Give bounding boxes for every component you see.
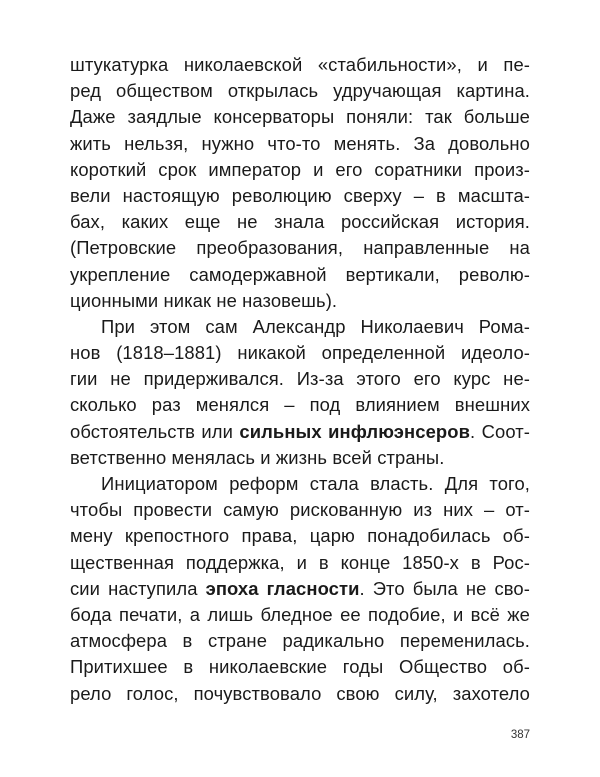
emphasis-term: эпоха гласности [205,577,360,599]
text-line: При этом сам Александр Николаевич Рома- [101,315,530,337]
text-segment: обстоятельств или [70,420,240,442]
text-line: ционными никак не назовешь). [70,289,338,311]
text-line-with-emphasis [70,576,530,602]
text-line: чтобы провести самую рискованную из них – от- [70,499,530,521]
text-line: бах, каких еще не знала российская история. [70,211,530,233]
text-line: рело голос, почувствовало свою силу, захотело [70,682,530,704]
text-line: Даже заядлые консерваторы поняли: так больше [70,106,530,128]
text-line: (Петровские преобразования, направленные на [70,237,530,259]
text-line: нов (1818–1881) никакой определенной идеоло- [70,342,530,364]
text-line: щественная поддержка, и в конце 1850-х в Рос- [70,551,530,573]
text-line: гии не придерживался. Из-за этого его курс не- [70,368,530,390]
emphasis-term: сильных инфлюэнсеров [239,420,470,442]
text-line: короткий срок император и его соратники произ- [70,158,530,180]
text-segment: сии наступила [70,577,206,599]
text-line: ред обществом открылась удручающая картина. [70,80,530,102]
text-line: бода печати, а лишь бледное ее подобие, и всё же [70,603,530,625]
text-line: укрепление самодержавной вертикали, револю- [70,263,530,285]
text-segment: . Это была не сво- [359,577,530,599]
text-line: штукатурка николаевской «стабильности», и пе- [70,54,530,75]
text-line: ветственно менялась и жизнь всей страны. [70,446,445,468]
text-line: Инициатором реформ стала власть. Для того, [101,473,530,494]
text-line-with-emphasis [70,419,530,445]
text-page [70,52,530,707]
paragraph-3 [70,471,530,707]
text-line: Притихшее в николаевские годы Общество об- [70,656,530,678]
text-line: атмосфера в стране радикально переменилась. [70,630,530,652]
text-line: жить нельзя, нужно что-то менять. За довольно [70,132,530,154]
paragraph-1 [70,52,530,314]
text-line: сколько раз менялся – под влиянием внешних [70,394,530,416]
paragraph-2 [70,314,530,471]
page-number: 387 [510,729,530,741]
text-line: вели настоящую революцию сверху – в масшта- [70,184,530,206]
text-line: мену крепостного права, царю понадобилась об- [70,525,530,547]
text-segment: . Соот- [469,420,530,442]
